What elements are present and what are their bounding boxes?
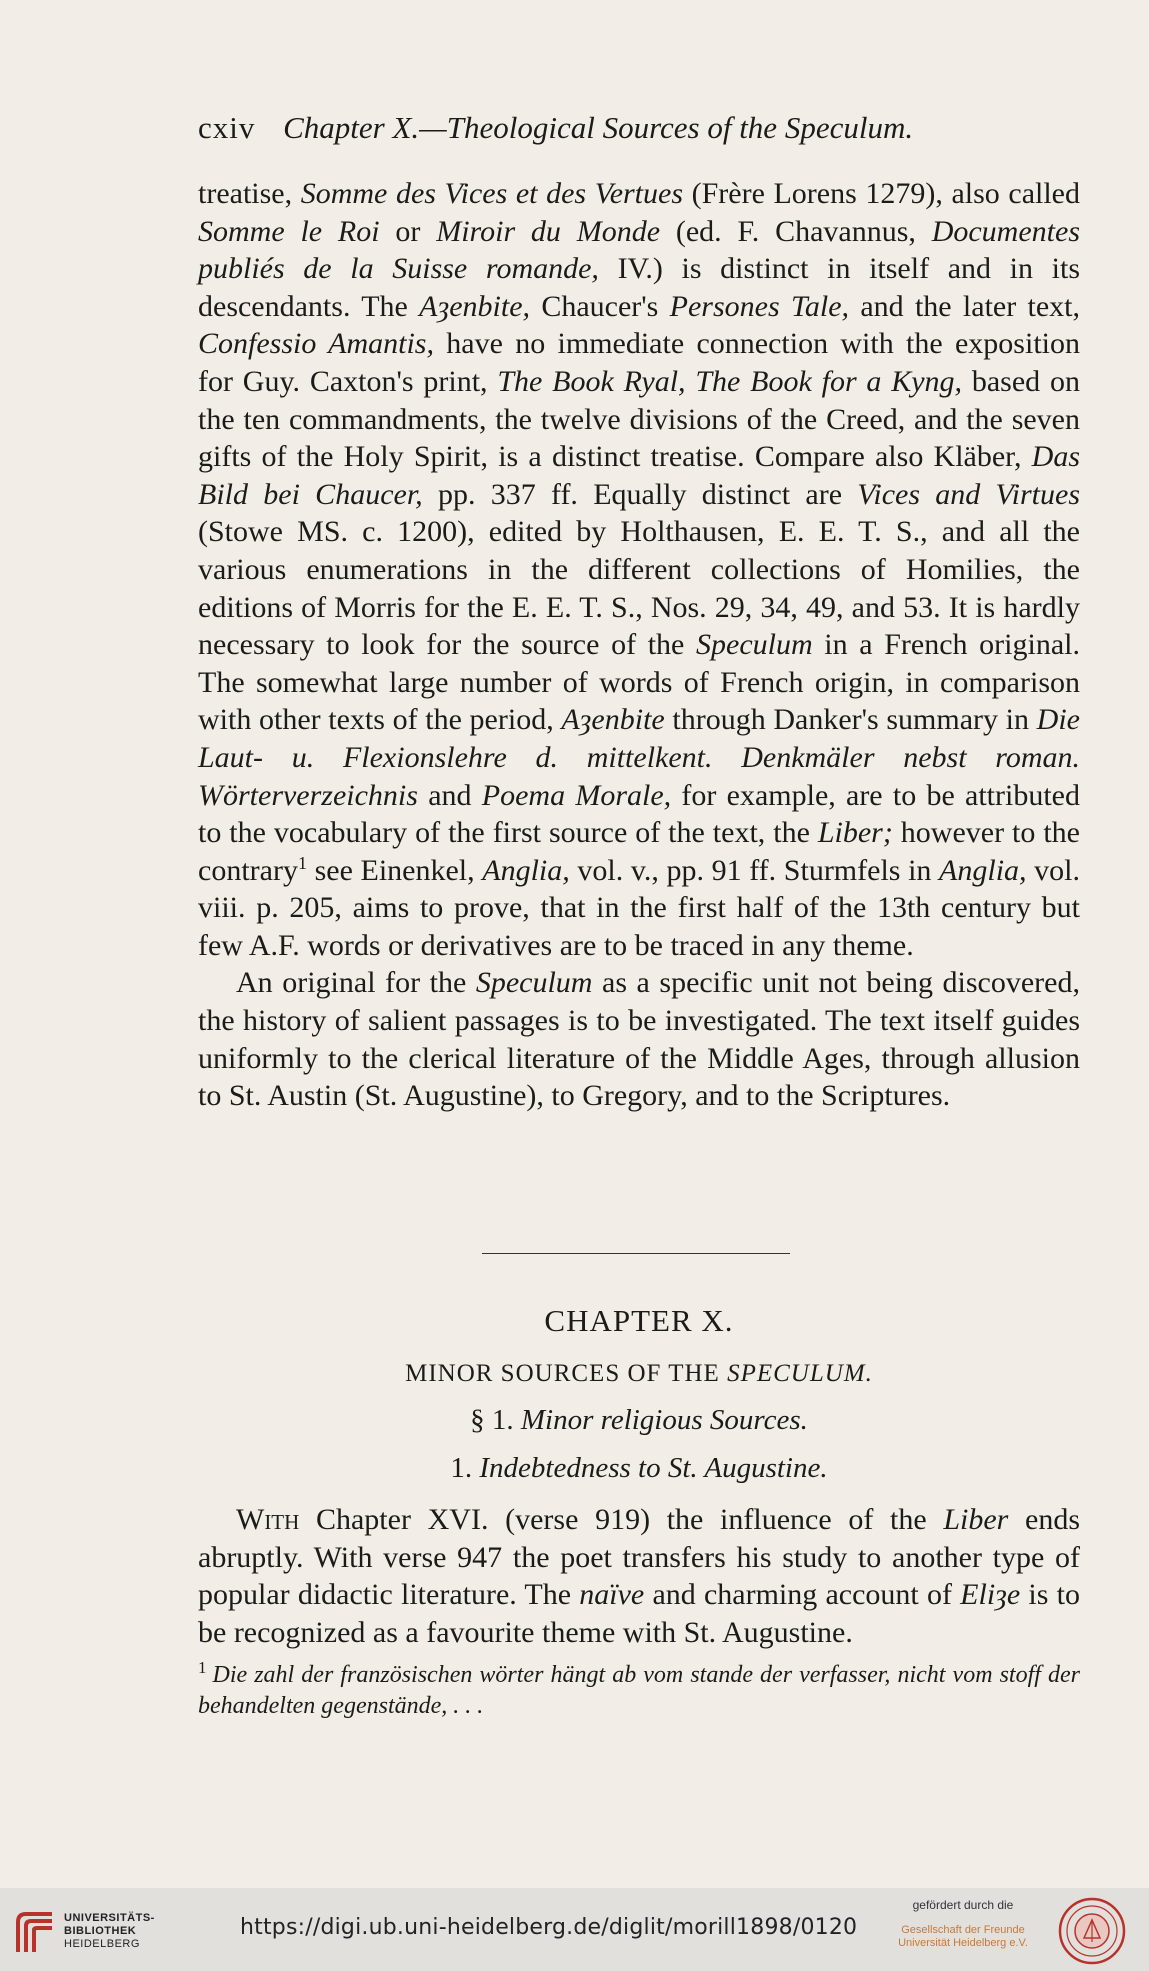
sponsor-name-line1: Gesellschaft der Freunde [901, 1924, 1025, 1936]
section-heading [198, 1404, 1080, 1437]
sponsor-caption: gefördert durch die [912, 1898, 1014, 1912]
body-text-bottom [198, 1501, 1080, 1651]
page-number: cxiv [198, 110, 256, 145]
library-logo-icon [12, 1910, 58, 1954]
library-name [64, 1912, 155, 1951]
subsection-title: Indebtedness to St. Augustine. [479, 1452, 828, 1484]
running-header [198, 108, 1078, 148]
sponsor-block [883, 1898, 1043, 1950]
paragraph-1: treatise, Somme des Vices et des Vertues (Frère Lorens 1279), also called Somme le Roi or Miroir du Monde (ed. F. Chavannus, Documentes publiés de la Suisse romande, IV.) is distinct in itself and in its descendants. The Aȝenbite, Chaucer's Persones Tale, and the later text, Confessio Amantis, have no immediate connection with the exposition for Guy. Caxton's print, The Book Ryal, The Book for a Kyng, based on the ten commandments, the twelve divisions of the Creed, and the seven gifts of the Holy Spirit, is a distinct treatise. Compare also Kläber, Das Bild bei Chaucer, pp. 337 ff. Equally distinct are Vices and Virtues (Stowe MS. c. 1200), edited by Holthausen, E. E. T. S., and all the various enumerations in the different collections of Homilies, the editions of Morris for the E. E. T. S., Nos. 29, 34, 49, and 53. It is hardly necessary to look for the source of the Speculum in a French original. The somewhat large number of words of French origin, in comparison with other texts of the period, Aȝenbite through Danker's summary in Die Laut- u. Flexionslehre d. mittelkent. Denkmäler nebst roman. Wörterverzeichnis and Poema Morale, for example, are to be attributed to the vocabulary of the first source of the text, the Liber; however to the contrary$^1$ see Einenkel, Anglia, vol. v., pp. 91 ff. Sturmfels in Anglia, vol. viii. p. 205, aims to prove, that in the first half of the 13th century but few A.F. words or derivatives are to be traced in any theme. [198, 177, 1080, 962]
library-name-line2: BIBLIOTHEK [64, 1925, 137, 1937]
paragraph-3-text: Chapter XVI. (verse 919) the influence of the Liber ends abruptly. With verse 947 the poet transfers his study to another type of popular didactic literature. The naïve and charming account of Eliȝe is to be recognized as a favourite theme with St. Augustine. [198, 1503, 1080, 1649]
footnote-text: Die zahl der französischen wörter hängt ab vom stande der verfasser, nicht vom stoff der behandelten gegenstände, . . . [198, 1662, 1080, 1719]
subsection-number: 1. [450, 1452, 473, 1484]
chapter-subheading [198, 1360, 1080, 1388]
footnote [198, 1660, 1080, 1722]
section-title: Minor religious Sources. [520, 1404, 808, 1436]
library-name-line1: UNIVERSITÄTS- [64, 1912, 155, 1924]
chapter-subheading-italic: SPECULUM. [727, 1360, 873, 1387]
running-title: Chapter X.—Theological Sources of the Speculum. [283, 110, 914, 145]
footnote-mark: 1 [198, 1658, 207, 1677]
library-name-line3: HEIDELBERG [64, 1938, 140, 1950]
subsection-heading [198, 1452, 1080, 1485]
body-text-top [198, 175, 1080, 1115]
sponsor-name [883, 1924, 1043, 1950]
paragraph-3-lead: With [236, 1503, 300, 1536]
paragraph-3 [198, 1501, 1080, 1651]
section-divider [482, 1253, 790, 1254]
chapter-heading: CHAPTER X. [544, 1303, 734, 1338]
digitization-footer [0, 1888, 1149, 1971]
chapter-subheading-prefix: MINOR SOURCES OF THE [405, 1360, 728, 1387]
sponsor-name-line2: Universität Heidelberg e.V. [898, 1937, 1028, 1949]
paragraph-2 [198, 964, 1080, 1114]
permalink-url[interactable]: https://digi.ub.uni-heidelberg.de/diglit/morill1898/0120 [240, 1915, 858, 1940]
university-seal-icon [1057, 1896, 1127, 1966]
section-number: § 1. [470, 1404, 514, 1436]
paragraph-2-text: An original for the Speculum as a specific unit not being discovered, the history of salient passages is to be investigated. The text itself guides uniformly to the clerical literature of the Middle Ages, through allusion to St. Austin (St. Augustine), to Gregory, and to the Scriptures. [198, 966, 1080, 1113]
